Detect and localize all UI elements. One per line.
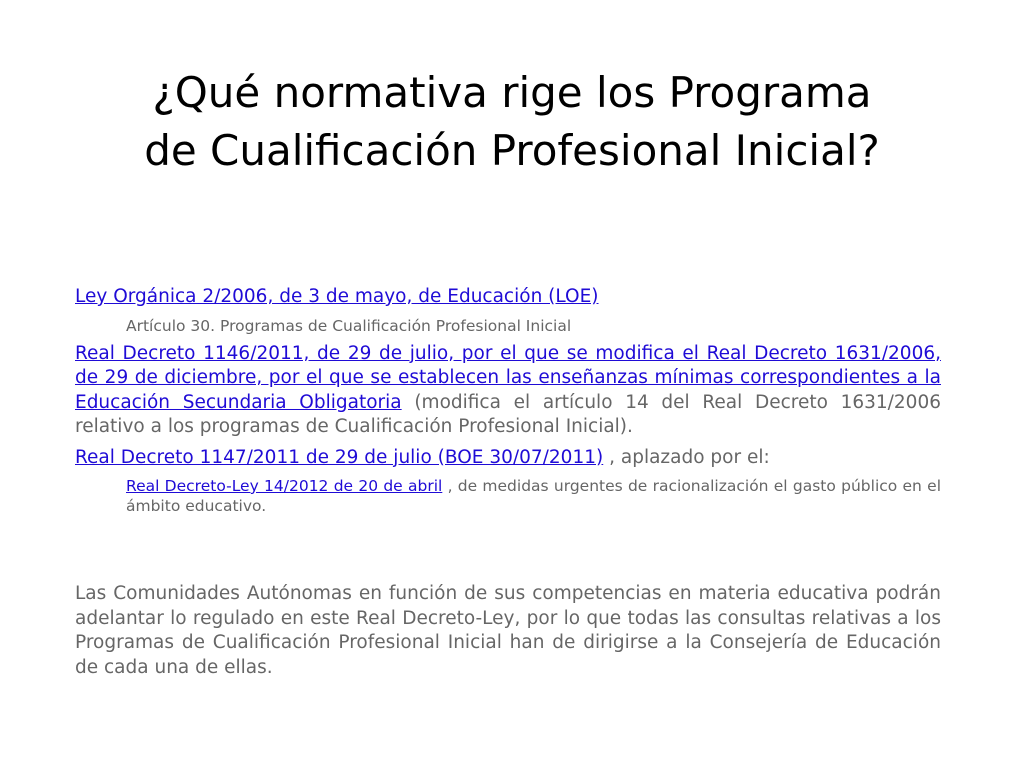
rd-1146-description: (modifica el artículo 14 del Real Decreto 1631/2006 relativo a los programas de Cualificación Profesional Inicial). [75, 391, 941, 437]
rdl-14-2012-paragraph [75, 476, 941, 516]
title-line-1: ¿Qué normativa rige los Programa [152, 68, 872, 117]
rd-1147-paragraph [75, 446, 941, 471]
loe-link[interactable]: Ley Orgánica 2/2006, de 3 de mayo, de Educación (LOE) [75, 286, 599, 307]
rd-1147-description: , aplazado por el: [603, 446, 770, 468]
loe-paragraph [75, 285, 941, 310]
slide-content [75, 285, 941, 686]
rd-1147-link[interactable]: Real Decreto 1147/2011 de 29 de julio (BOE 30/07/2011) [75, 446, 604, 468]
title-line-2: de Cualificación Profesional Inicial? [144, 126, 880, 175]
rd-1146-paragraph [75, 342, 941, 440]
rd-1146-link[interactable]: Real Decreto 1146/2011, de 29 de julio, por el que se modifica el Real Decreto 1631/2006, de 29 de diciembre, por el que se establecen las enseñanzas mínimas correspondientes a la Educación Secundaria Obligatoria [75, 342, 941, 413]
rdl-14-2012-link[interactable]: Real Decreto-Ley 14/2012 de 20 de abril [126, 477, 443, 495]
spacer [75, 522, 941, 582]
rdl-14-2012-description: , de medidas urgentes de racionalización el gasto público en el ámbito educativo. [126, 477, 941, 515]
slide-title [80, 64, 944, 180]
comunidades-paragraph: Las Comunidades Autónomas en función de sus competencias en materia educativa podrán adelantar lo regulado en este Real Decreto-Ley, por lo que todas las consultas relativas a los Programas de Cualificación Profesional Inicial han de dirigirse a la Consejería de Educación de cada una de ellas. [75, 583, 941, 678]
article-30-text: Artículo 30. Programas de Cualificación Profesional Inicial [126, 316, 572, 335]
